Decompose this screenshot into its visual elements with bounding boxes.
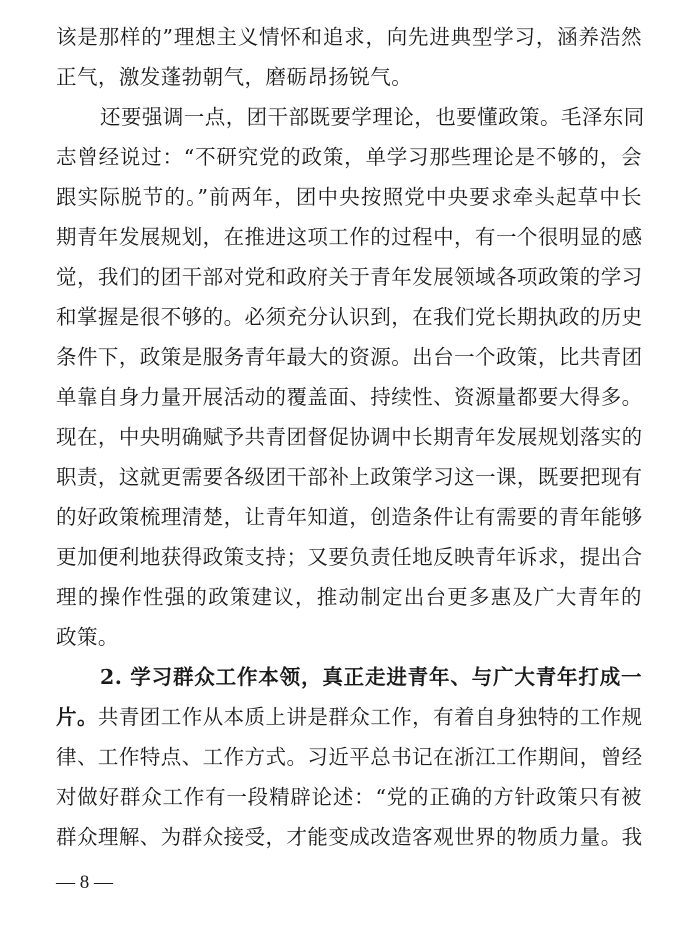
text-line: 现在，中央明确赋予共青团督促协调中长期青年发展规划落实的 [56,425,643,449]
text-line [56,702,642,732]
text-line: 律、工作特点、工作方式。习近平总书记在浙江工作期间，曾经 [56,745,643,769]
text-line: 职责，这就更需要各级团干部补上政策学习这一课，既要把现有 [56,465,643,489]
text-line: 条件下，政策是服务青年最大的资源。出台一个政策，比共青团 [56,345,643,369]
text-line: 还要强调一点，团干部既要学理论，也要懂政策。毛泽东同 [100,105,645,129]
text-line: 该是那样的”理想主义情怀和追求，向先进典型学习，涵养浩然 [56,25,642,49]
text-line: 群众理解、为群众接受，才能变成改造客观世界的物质力量。我 [56,825,643,849]
text-line: 觉，我们的团干部对党和政府关于青年发展领域各项政策的学习 [56,265,643,289]
text-line: 期青年发展规划，在推进这项工作的过程中，有一个很明显的感 [56,225,643,249]
text-line: 对做好群众工作有一段精辟论述：“党的正确的方针政策只有被 [56,785,642,809]
section-heading-continuation: 片。 [56,705,98,729]
text-line: 跟实际脱节的。”前两年，团中央按照党中央要求牵头起草中长 [56,185,642,209]
text-line: 志曾经说过：“不研究党的政策，单学习那些理论是不够的，会 [56,145,642,169]
text-line: 和掌握是很不够的。必须充分认识到，在我们党长期执政的历史 [56,305,643,329]
text-line-content: 共青团工作从本质上讲是群众工作，有着自身独特的工作规 [97,705,643,729]
text-line: 正气，激发蓬勃朝气，磨砺昂扬锐气。 [56,65,413,89]
text-line: 单靠自身力量开展活动的覆盖面、持续性、资源量都要大得多。 [56,385,643,409]
text-line: 理的操作性强的政策建议，推动制定出台更多惠及广大青年的 [56,585,642,609]
text-line: 更加便利地获得政策支持；又要负责任地反映青年诉求，提出合 [56,545,643,569]
text-line: 的好政策梳理清楚，让青年知道，创造条件让有需要的青年能够 [56,505,643,529]
page-number: — 8 — [56,872,113,893]
section-heading: 2. 学习群众工作本领，真正走进青年、与广大青年打成一 [100,665,642,689]
text-line: 政策。 [56,625,119,649]
